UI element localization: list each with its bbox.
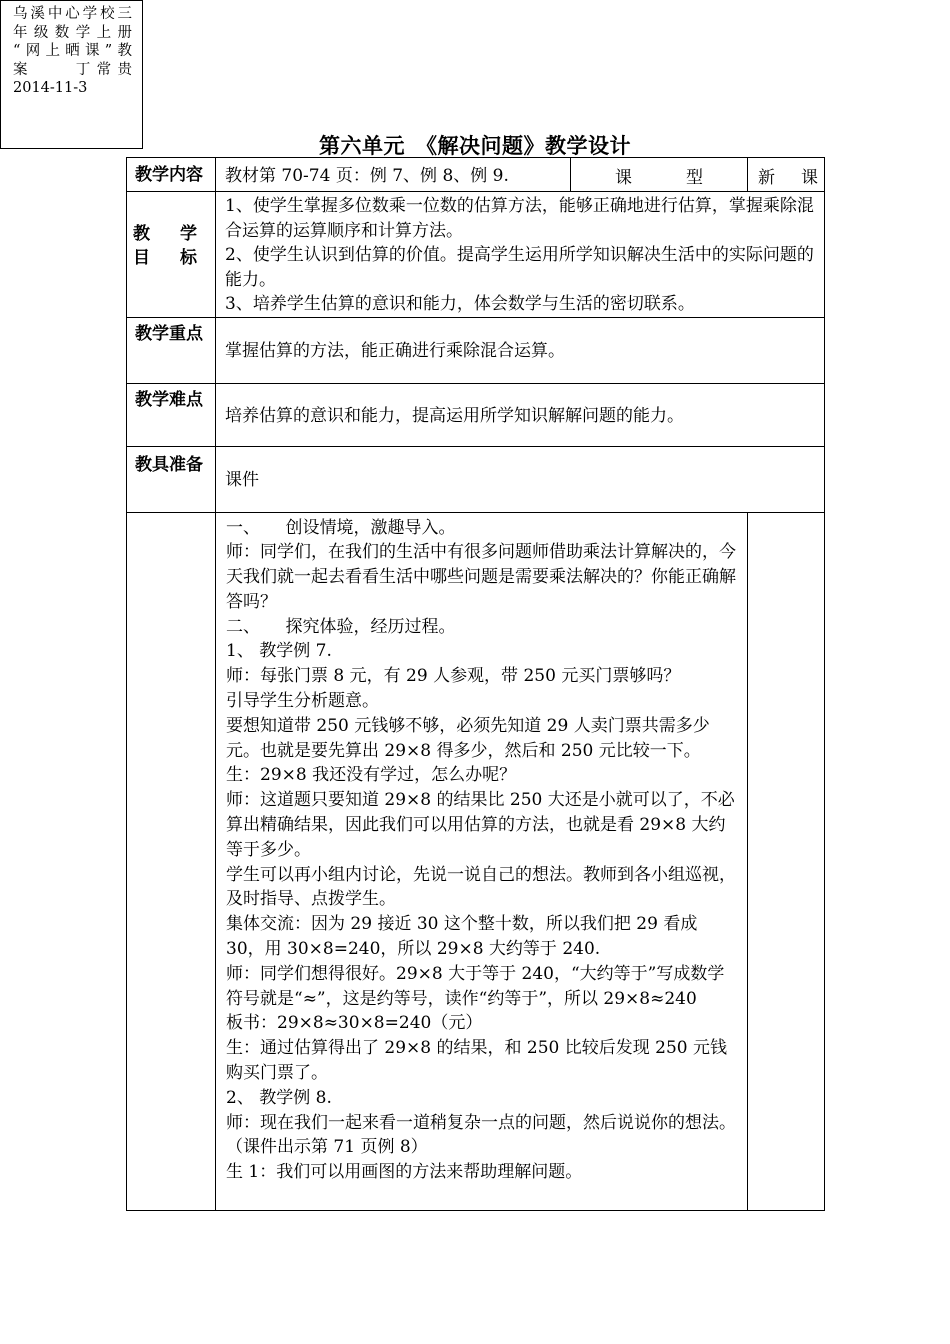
row-key-points <box>127 317 825 383</box>
content-label: 教学内容 <box>127 158 216 192</box>
goals-label-line: 目 标 <box>133 248 209 268</box>
process-paragraph: 引导学生分析题意。 <box>226 691 379 712</box>
header-note-date: 2014-11-3 <box>13 80 88 96</box>
goal-item: 1、使学生掌握多位数乘一位数的估算方法，能够正确地进行估算，掌握乘除混合运算的运算顺序和计算方法。 <box>225 196 814 241</box>
lesson-type-value: 新 课 <box>748 158 825 192</box>
goal-item: 2、使学生认识到估算的价值。提高学生运用所学知识解决生活中的实际问题的能力。 <box>225 245 814 290</box>
goals-value <box>216 192 825 318</box>
header-note-line: 年级数学上册 <box>13 24 132 41</box>
tools-value: 课件 <box>216 446 825 512</box>
process-paragraph: 二、 探究体验，经历过程。 <box>226 616 456 637</box>
process-paragraph: 师：每张门票 8 元，有 29 人参观，带 250 元买门票够吗？ <box>226 666 681 687</box>
row-teaching-content <box>127 158 825 192</box>
process-paragraph: 师：同学们想得很好。29×8 大于等于 240，“大约等于”写成数学符号就是“≈”，这是约等号，读作“约等于”，所以 29×8≈240 <box>226 963 725 1009</box>
document-title: 第六单元 《解决问题》教学设计 <box>319 133 631 158</box>
row-teaching-goals <box>127 192 825 318</box>
key-points-label: 教学重点 <box>127 317 216 383</box>
goals-label <box>127 192 216 318</box>
process-paragraph: 2、 教学例 8. <box>226 1087 332 1108</box>
process-paragraph: 生 1：我们可以用画图的方法来帮助理解问题。 <box>226 1162 583 1183</box>
process-paragraph: 板书：29×8≈30×8=240（元） <box>226 1013 483 1034</box>
header-note-box <box>0 0 143 149</box>
row-teaching-process <box>127 512 825 1210</box>
lesson-plan-table <box>126 157 825 1211</box>
difficulties-label: 教学难点 <box>127 383 216 446</box>
process-paragraph: 师：现在我们一起来看一道稍复杂一点的问题，然后说说你的想法。（课件出示第 71 页例 8） <box>226 1112 736 1158</box>
process-paragraph: 学生可以再小组内讨论，先说一说自己的想法。教师到各小组巡视，及时指导、点拨学生。 <box>226 864 736 910</box>
key-points-value: 掌握估算的方法，能正确进行乘除混合运算。 <box>216 317 825 383</box>
header-note-line: 乌溪中心学校三 <box>13 6 132 22</box>
process-paragraph: 1、 教学例 7. <box>226 641 332 662</box>
process-content <box>216 512 748 1210</box>
process-paragraph: 一、 创设情境，激趣导入。 <box>226 517 456 538</box>
lesson-type-label: 课 型 <box>571 158 748 192</box>
header-note-line: “网上晒课”教 <box>13 43 132 59</box>
row-teaching-tools <box>127 446 825 512</box>
row-difficulties <box>127 383 825 446</box>
process-label-cell <box>127 512 216 1210</box>
process-paragraph: 要想知道带 250 元钱够不够，必须先知道 29 人卖门票共需多少元。也就是要先算出 29×8 得多少，然后和 250 元比较一下。 <box>226 715 710 761</box>
process-paragraph: 师：同学们，在我们的生活中有很多问题师借助乘法计算解决的，今天我们就一起去看看生活中哪些问题是需要乘法解决的？你能正确解答吗？ <box>226 542 736 612</box>
tools-label: 教具准备 <box>127 446 216 512</box>
difficulties-value: 培养估算的意识和能力，提高运用所学知识解解问题的能力。 <box>216 383 825 446</box>
process-notes-cell <box>748 512 825 1210</box>
header-note-line: 案 丁常贵 <box>13 61 132 78</box>
process-paragraph: 生：通过估算得出了 29×8 的结果，和 250 比较后发现 250 元钱购买门票了。 <box>226 1038 728 1084</box>
goal-item: 3、培养学生估算的意识和能力，体会数学与生活的密切联系。 <box>225 294 695 314</box>
process-paragraph: 集体交流：因为 29 接近 30 这个整十数，所以我们把 29 看成 30，用 30×8=240，所以 29×8 大约等于 240. <box>226 914 698 960</box>
process-paragraph: 生：29×8 我还没有学过，怎么办呢？ <box>226 765 517 786</box>
process-paragraph: 师：这道题只要知道 29×8 的结果比 250 大还是小就可以了，不必算出精确结果，因此我们可以用估算的方法，也就是看 29×8 大约等于多少。 <box>226 790 735 860</box>
goals-label-line: 教 学 <box>133 224 209 244</box>
content-value: 教材第 70-74 页：例 7、例 8、例 9. <box>216 158 571 192</box>
